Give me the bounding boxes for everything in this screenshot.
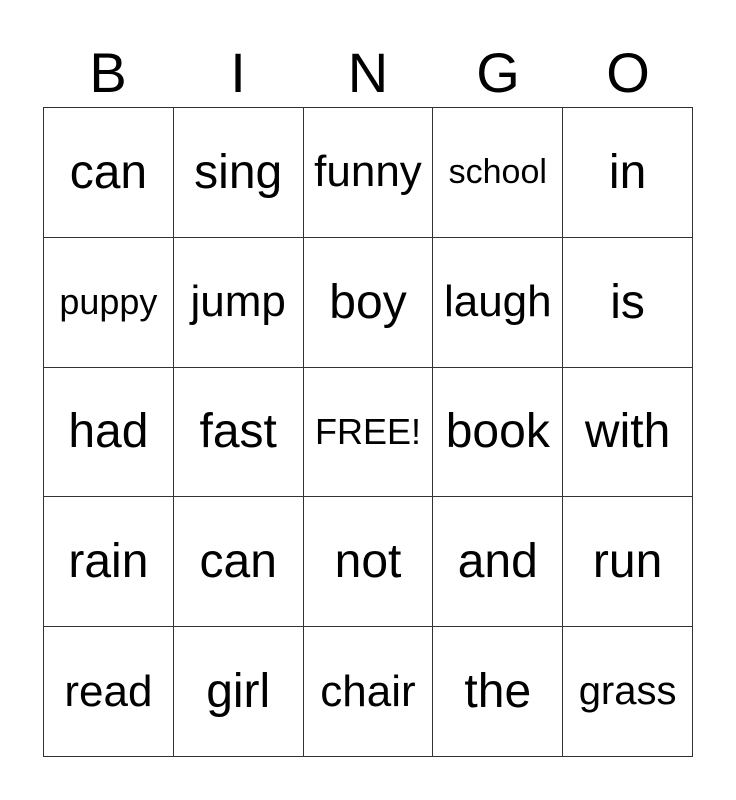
bingo-cell[interactable]: school — [433, 108, 563, 238]
bingo-cell[interactable]: had — [44, 368, 174, 498]
bingo-board — [43, 107, 693, 757]
bingo-cell[interactable]: rain — [44, 497, 174, 627]
bingo-cell[interactable]: chair — [304, 627, 434, 757]
header-letter-n: N — [347, 41, 389, 104]
header-letter-o: O — [606, 41, 650, 104]
bingo-cell[interactable]: not — [304, 497, 434, 627]
header-letter-i: I — [230, 41, 246, 104]
free-space-cell[interactable]: FREE! — [304, 368, 434, 498]
bingo-cell[interactable]: grass — [563, 627, 693, 757]
bingo-cell[interactable]: with — [563, 368, 693, 498]
header-letter-b: B — [89, 41, 127, 104]
bingo-cell[interactable]: jump — [174, 238, 304, 368]
bingo-header — [43, 40, 693, 106]
bingo-cell[interactable]: and — [433, 497, 563, 627]
bingo-cell[interactable]: fast — [174, 368, 304, 498]
bingo-cell[interactable]: laugh — [433, 238, 563, 368]
bingo-cell[interactable]: puppy — [44, 238, 174, 368]
bingo-cell[interactable]: can — [44, 108, 174, 238]
bingo-cell[interactable]: can — [174, 497, 304, 627]
bingo-cell[interactable]: run — [563, 497, 693, 627]
bingo-cell[interactable]: book — [433, 368, 563, 498]
bingo-cell[interactable]: sing — [174, 108, 304, 238]
bingo-cell[interactable]: boy — [304, 238, 434, 368]
bingo-cell[interactable]: in — [563, 108, 693, 238]
bingo-cell[interactable]: read — [44, 627, 174, 757]
bingo-cell[interactable]: funny — [304, 108, 434, 238]
bingo-cell[interactable]: the — [433, 627, 563, 757]
header-letter-g: G — [476, 41, 520, 104]
bingo-cell[interactable]: girl — [174, 627, 304, 757]
bingo-cell[interactable]: is — [563, 238, 693, 368]
